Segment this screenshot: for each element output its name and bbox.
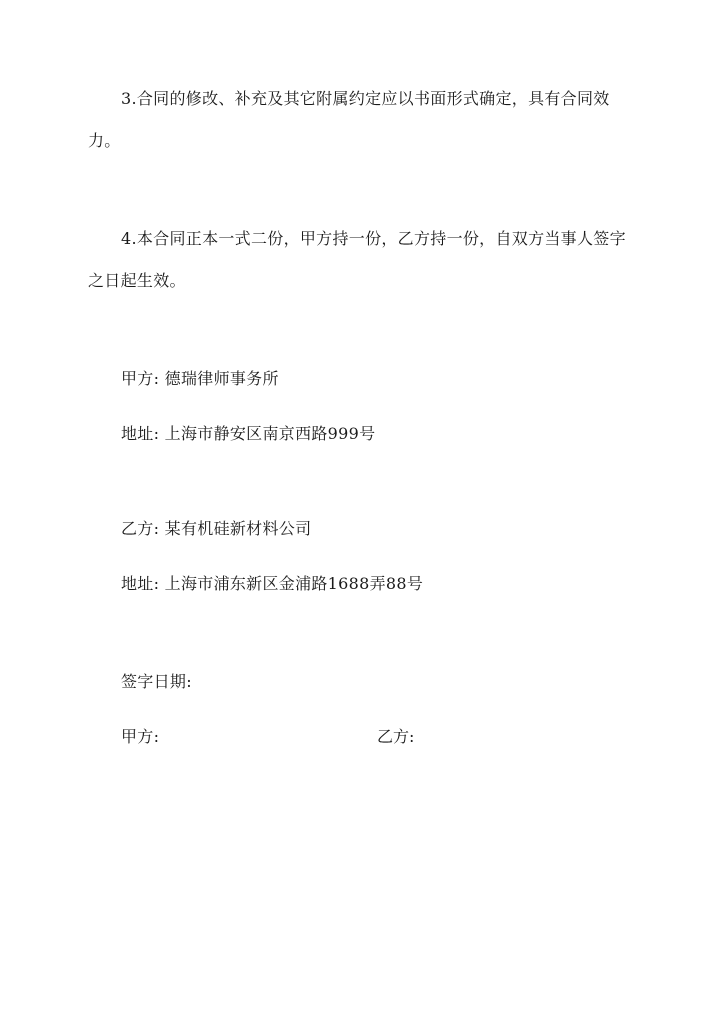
signature-party-a-label: 甲方: [121,727,160,746]
party-a-name: 甲方: 德瑞律师事务所 [121,369,279,388]
signature-party-b-label: 乙方: [377,727,415,746]
clause-3: 3.合同的修改、补充及其它附属约定应以书面形式确定，具有合同效力。 [88,89,610,150]
party-b-address: 地址: 上海市浦东新区金浦路1688弄88号 [121,574,424,593]
signature-date-label: 签字日期: [121,672,192,691]
clause-4: 4.本合同正本一式二份，甲方持一份，乙方持一份，自双方当事人签字之日起生效。 [88,229,626,290]
party-a-address: 地址: 上海市静安区南京西路999号 [121,424,376,443]
party-b-name: 乙方: 某有机硅新材料公司 [121,519,312,538]
